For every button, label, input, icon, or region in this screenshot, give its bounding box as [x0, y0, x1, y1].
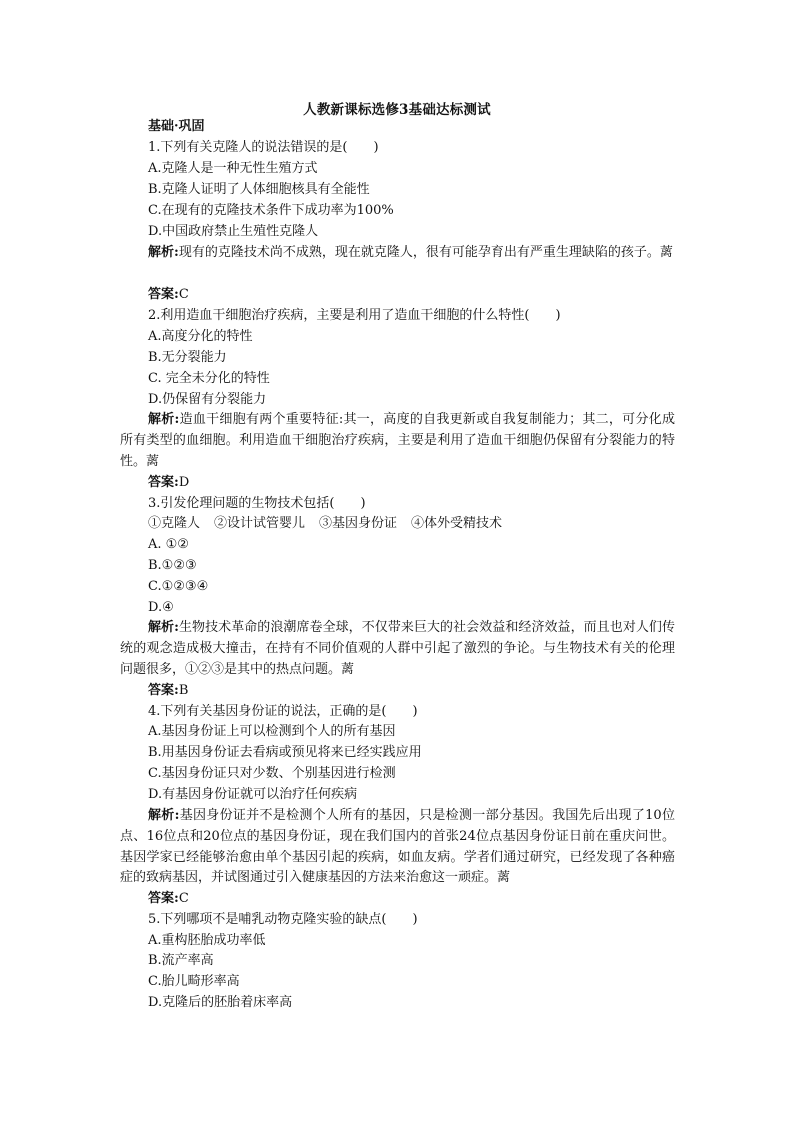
q1-explain-text: 现有的克隆技术尚不成熟，现在就克隆人，很有可能孕育出有严重生理缺陷的孩子。 — [178, 245, 660, 260]
q4-answer-label: 答案: — [148, 891, 179, 906]
q4-option-b: B.用基因身份证去看病或预见将来已经实践应用 — [148, 745, 422, 760]
q4-option-c: C.基因身份证只对少数、个别基因进行检测 — [148, 766, 396, 781]
q3-item-4: ④体外受精技术 — [411, 516, 503, 531]
q3-item-3: ③基因身份证 — [319, 516, 398, 531]
q1-answer — [148, 285, 189, 305]
q3-explanation — [120, 618, 675, 680]
q1-end-mark: 蓠 — [659, 245, 673, 260]
q3-explain-text: 生物技术革命的浪潮席卷全球，不仅带来巨大的社会效益和经济效益，而且也对人们传统的观念造成极大撞击，在持有不同价值观的人群中引起了激烈的争论。与生物技术有关的伦理问题很多，①②③是其中的热点问题。 — [120, 620, 675, 677]
q4-stem: 4.下列有关基因身份证的说法，正确的是( ) — [148, 704, 418, 719]
q3-items — [148, 514, 502, 534]
q2-option-a: A.高度分化的特性 — [148, 329, 253, 344]
q1-option-a: A.克隆人是一种无性生殖方式 — [148, 161, 318, 176]
q2-stem: 2.利用造血干细胞治疗疾病，主要是利用了造血干细胞的什么特性( ) — [148, 308, 561, 323]
q4-explain-label: 解析: — [148, 808, 180, 823]
q3-end-mark: 蓠 — [341, 661, 355, 677]
q1-answer-value: C — [178, 287, 189, 302]
q3-stem: 3.引发伦理问题的生物技术包括( ) — [148, 496, 366, 511]
q1-option-c: C.在现有的克隆技术条件下成功率为100% — [148, 203, 394, 218]
q2-answer — [148, 473, 189, 493]
q3-item-1: ①克隆人 — [148, 516, 201, 531]
q2-option-d: D.仍保留有分裂能力 — [148, 392, 267, 407]
q3-answer — [148, 681, 188, 701]
q4-option-d: D.有基因身份证就可以治疗任何疾病 — [148, 787, 358, 802]
document-title: 人教新课标选修3基础达标测试 — [303, 102, 491, 118]
q2-option-b: B.无分裂能力 — [148, 350, 227, 365]
q3-option-a: A. ①② — [148, 537, 189, 552]
q2-explain-label: 解析: — [148, 412, 180, 427]
q5-option-a: A.重构胚胎成功率低 — [148, 933, 266, 948]
q3-explain-label: 解析: — [148, 620, 179, 635]
q3-answer-label: 答案: — [148, 683, 179, 698]
q2-answer-label: 答案: — [148, 475, 179, 490]
q3-item-2: ②设计试管婴儿 — [214, 516, 306, 531]
q3-option-b: B.①②③ — [148, 558, 197, 573]
q4-answer-value: C — [178, 891, 189, 906]
q2-answer-value: D — [178, 475, 190, 490]
q1-answer-label: 答案: — [148, 287, 179, 302]
q2-end-mark: 蓠 — [146, 453, 160, 469]
q4-explanation — [120, 806, 675, 889]
q4-end-mark: 蓠 — [497, 870, 511, 886]
q1-option-d: D.中国政府禁止生殖性克隆人 — [148, 224, 319, 239]
q3-answer-value: B — [178, 683, 189, 698]
q5-option-b: B.流产率高 — [148, 953, 214, 968]
q5-option-d: D.克隆后的胚胎着床率高 — [148, 995, 293, 1010]
q1-stem: 1.下列有关克隆人的说法错误的是( ) — [148, 140, 379, 155]
q4-explain-text: 基因身份证并不是检测个人所有的基因，只是检测一部分基因。我国先后出现了10位点、16位点和20位点的基因身份证，现在我们国内的首张24位点基因身份证日前在重庆问世。基因学家已经能够治愈由单个基因引起的疾病，如血友病。学者们通过研究，已经发现了各种癌症的致病基因，并试图通过引入健康基因的方法来治愈这一顽症。 — [120, 808, 675, 886]
q5-option-c: C.胎儿畸形率高 — [148, 974, 240, 989]
q3-option-d: D.④ — [148, 600, 174, 615]
q1-explanation — [120, 243, 675, 264]
q1-option-b: B.克隆人证明了人体细胞核具有全能性 — [148, 182, 370, 197]
q2-option-c: C. 完全未分化的特性 — [148, 371, 270, 386]
q4-answer — [148, 889, 189, 909]
q1-explain-label: 解析: — [148, 245, 179, 260]
section-heading: 基础·巩固 — [148, 119, 205, 134]
q4-option-a: A.基因身份证上可以检测到个人的所有基因 — [148, 724, 396, 739]
q2-explanation — [120, 410, 675, 472]
q5-stem: 5.下列哪项不是哺乳动物克隆实验的缺点( ) — [148, 912, 418, 927]
q2-explain-text: 造血干细胞有两个重要特征:其一，高度的自我更新或自我复制能力；其二，可分化成所有类型的血细胞。利用造血干细胞治疗疾病，主要是利用了造血干细胞仍保留有分裂能力的特性。 — [120, 412, 675, 469]
q3-option-c: C.①②③④ — [148, 579, 209, 594]
